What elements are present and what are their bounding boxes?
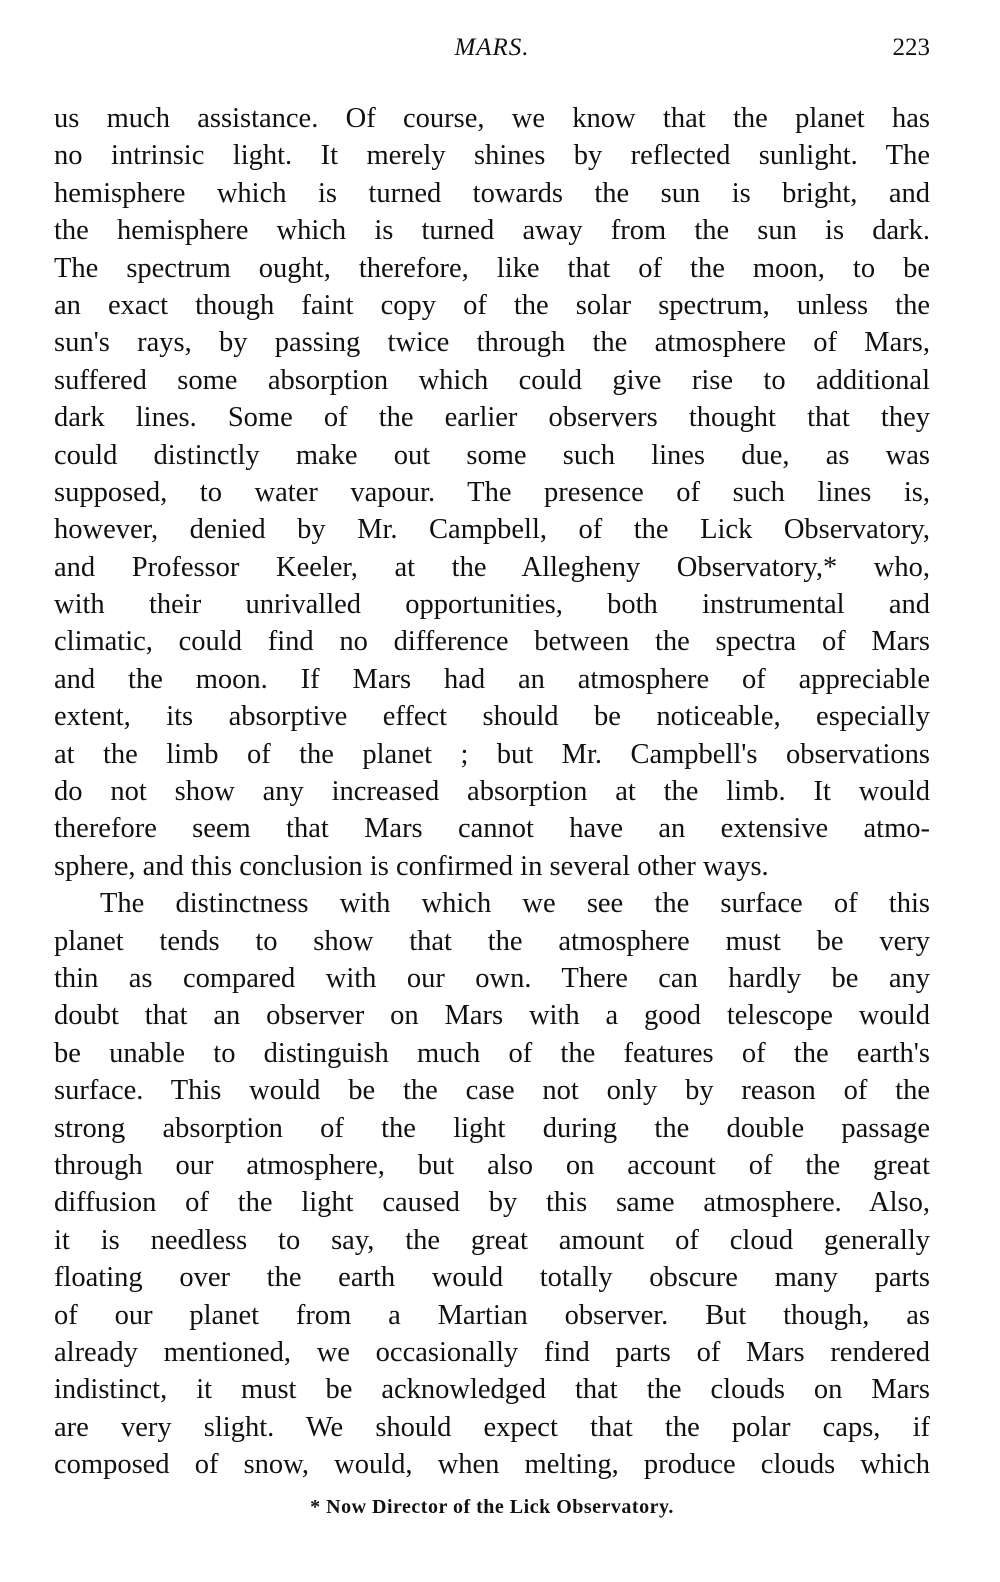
text-line: therefore seem that Mars cannot have an extensive atmo- [54,813,930,845]
text-line: do not show any increased absorption at the limb. It would [54,776,930,808]
text-line: an exact though faint copy of the solar spectrum, unless the [54,289,930,321]
text-line: thin as compared with our own. There can hardly be any [54,962,930,994]
text-line: composed of snow, would, when melting, produce clouds which [54,1449,930,1481]
text-line: climatic, could find no difference between the spectra of Mars [54,626,930,658]
footnote: * Now Director of the Lick Observatory. [310,1496,674,1518]
paragraph-end-line: sphere, and this conclusion is confirmed in several other ways. [54,850,769,882]
text-line: indistinct, it must be acknowledged that the clouds on Mars [54,1374,930,1406]
page-number: 223 [892,34,930,61]
text-line: and the moon. If Mars had an atmosphere of appreciable [54,663,930,695]
text-line: floating over the earth would totally obscure many parts [54,1262,930,1294]
text-line: dark lines. Some of the earlier observers thought that they [54,402,930,434]
text-line: doubt that an observer on Mars with a good telescope would [54,1000,930,1032]
text-line: planet tends to show that the atmosphere must be very [54,925,930,957]
text-line: suffered some absorption which could give rise to additional [54,364,930,396]
text-line: extent, its absorptive effect should be noticeable, especially [54,701,930,733]
text-line: supposed, to water vapour. The presence of such lines is, [54,476,930,508]
text-line: at the limb of the planet ; but Mr. Campbell's observations [54,738,930,770]
text-line: The spectrum ought, therefore, like that of the moon, to be [54,252,930,284]
text-line: diffusion of the light caused by this same atmosphere. Also, [54,1187,930,1219]
text-line: surface. This would be the case not only by reason of the [54,1075,930,1107]
text-line: hemisphere which is turned towards the sun is bright, and [54,177,930,209]
paragraph-first-line: The distinctness with which we see the surface of this [100,888,930,920]
text-line: be unable to distinguish much of the features of the earth's [54,1037,930,1069]
text-line: strong absorption of the light during the double passage [54,1112,930,1144]
text-line: it is needless to say, the great amount of cloud generally [54,1224,930,1256]
text-line: are very slight. We should expect that the polar caps, if [54,1411,930,1443]
body-text [54,100,930,1483]
text-line: through our atmosphere, but also on account of the great [54,1149,930,1181]
text-line: the hemisphere which is turned away from the sun is dark. [54,215,930,247]
text-line: of our planet from a Martian observer. But though, as [54,1299,930,1331]
text-line: and Professor Keeler, at the Allegheny Observatory,* who, [54,551,930,583]
running-title: MARS. [454,34,530,61]
text-line: could distinctly make out some such lines due, as was [54,439,930,471]
text-line: no intrinsic light. It merely shines by reflected sunlight. The [54,140,930,172]
text-line: already mentioned, we occasionally find parts of Mars rendered [54,1336,930,1368]
text-line: sun's rays, by passing twice through the atmosphere of Mars, [54,327,930,359]
text-line: us much assistance. Of course, we know that the planet has [54,103,930,134]
text-line: however, denied by Mr. Campbell, of the Lick Observatory, [54,514,930,546]
text-line: with their unrivalled opportunities, both instrumental and [54,589,930,621]
running-head [54,30,930,66]
